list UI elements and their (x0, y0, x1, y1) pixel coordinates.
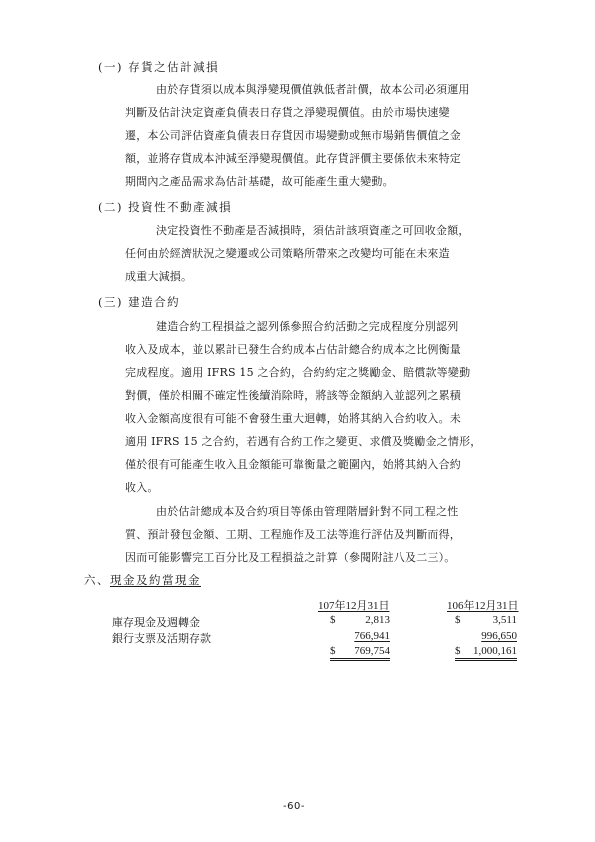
row-label-bank-deposits: 銀行支票及活期存款 (112, 633, 211, 645)
row-1-value-2018: 2,813 (365, 614, 390, 626)
total-2017 (455, 645, 517, 661)
item-2-line-3: 成重大減損。 (125, 270, 193, 283)
row-1-value-2017: 3,511 (492, 614, 517, 626)
total-currency-2017: $ (455, 645, 461, 657)
section-title: 現金及約當現金 (110, 573, 201, 587)
item-1-line-5: 期間內之產品需求為估計基礎，故可能產生重大變動。 (125, 175, 394, 188)
item-2-heading: (二) 投資性不動產減損 (98, 200, 233, 214)
row-2-value-2017: 996,650 (481, 630, 517, 642)
row-1-currency-2017: $ (455, 614, 461, 626)
item-1-line-2: 判斷及估計決定資產負債表日存貨之淨變現價值。由於市場快速變 (125, 106, 450, 119)
section-number: 六、 (84, 573, 110, 587)
item-2-line-1: 決定投資性不動產是否減損時，須估計該項資產之可回收金額， (156, 224, 470, 237)
item-3-line-9: 由於估計總成本及合約項目等係由管理階層針對不同工程之性 (156, 505, 459, 518)
total-2018 (330, 645, 390, 661)
total-value-2018: 769,754 (354, 645, 390, 657)
section-heading (84, 572, 201, 588)
item-1-line-4: 額，並將存貨成本沖減至淨變現價值。此存貨評價主要係依未來特定 (125, 152, 461, 165)
row-label-cash-on-hand: 庫存現金及週轉金 (112, 617, 200, 629)
item-3-line-2: 收入及成本，並以累計已發生合約成本占估計總合約成本之比例衡量 (125, 343, 461, 356)
page-number: -60- (283, 801, 305, 812)
item-3-heading: (三) 建造合約 (98, 295, 181, 309)
row-1-currency-2018: $ (330, 614, 336, 626)
row-2-value-2018: 766,941 (354, 630, 390, 642)
item-1-line-3: 遷，本公司評估資產負債表日存貨因市場變動或無市場銷售價值之金 (125, 129, 461, 142)
item-3-line-3: 完成程度。適用 IFRS 15 之合約，合約約定之獎勵金、賠償款等變動 (125, 366, 471, 379)
item-1-line-1: 由於存貨須以成本與淨變現價值孰低者計價，故本公司必須運用 (156, 83, 470, 96)
item-3-line-8: 收入。 (125, 481, 159, 494)
column-header-2018: 107年12月31日 (318, 600, 390, 612)
item-3-line-11: 因而可能影響完工百分比及工程損益之計算（參閱附註八及二三）。 (125, 551, 456, 564)
total-value-2017: 1,000,161 (473, 645, 517, 657)
item-3-line-10: 質、預計發包金額、工期、工程施作及工法等進行評估及判斷而得， (125, 528, 461, 541)
item-2-line-2: 任何由於經濟狀況之變遷或公司策略所帶來之改變均可能在未來造 (125, 247, 450, 260)
item-3-line-1: 建造合約工程損益之認列係參照合約活動之完成程度分別認列 (156, 320, 459, 333)
item-3-line-6: 適用 IFRS 15 之合約，若遇有合約工作之變更、求償及獎勵金之情形， (125, 435, 482, 448)
item-1-heading: (一) 存貨之估計減損 (98, 60, 220, 74)
item-3-line-7: 僅於很有可能產生收入且金額能可靠衡量之範圍內，始將其納入合約 (125, 458, 461, 471)
item-3-line-5: 收入金額高度很有可能不會發生重大迴轉，始將其納入合約收入。未 (125, 412, 461, 425)
total-currency-2018: $ (330, 645, 336, 657)
column-header-2017: 106年12月31日 (447, 600, 519, 612)
item-3-line-4: 對價，僅於相關不確定性後續消除時，將該等金額納入並認列之累積 (125, 389, 461, 402)
